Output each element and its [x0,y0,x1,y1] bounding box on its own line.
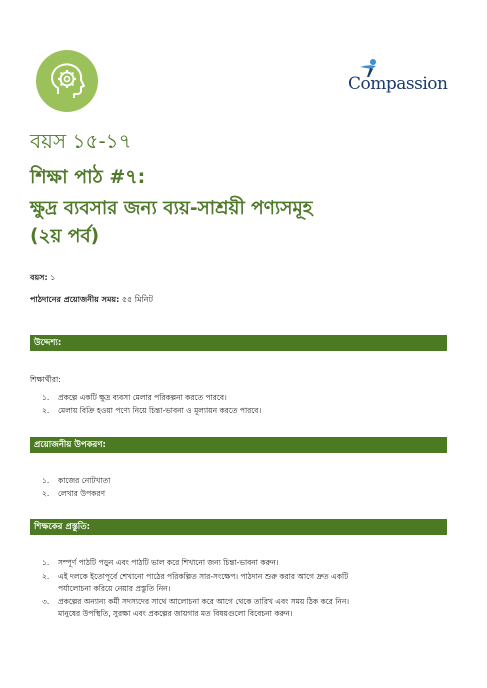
list-number: ২. [42,406,50,415]
lesson-topic-line2: (২য় পর্ব) [30,226,100,247]
preparation-heading: শিক্ষকের প্রস্তুতি: [30,519,447,535]
compassion-logo [346,58,446,98]
age-label: বয়স: [30,273,48,282]
logo-wordmark: Compassion [348,74,448,94]
time-meta [30,294,153,307]
list-item: লেখার উপকরণ [58,489,106,498]
list-number: ১. [42,476,50,485]
list-item: মেলায় বিক্রি হওয়া পণ্যে নিয়ে চিন্তা-ভাবনা ও মূল্যায়ন করতে পারবে। [58,406,262,415]
time-label: পাঠদানের প্রয়োজনীয় সময়: [30,295,120,304]
list-item: এই দলকে ইতোপূর্বে শেখানো পাঠের পরিকল্পিত সার-সংক্ষেপ। পাঠদান শুরু করার আগে দ্রুত একটি [58,572,349,581]
list-item: সম্পূর্ণ পাঠটি পড়ুন এবং পাঠটি ভাল করে শিখানো জন্য চিন্তা-ভাবনা করুন। [58,558,279,567]
list-item-continuation: মানুষের উপস্থিতি, সুরক্ষা এবং প্রকল্পের জায়গার মত বিষয়গুলো বিবেচনা করুন। [58,609,293,618]
time-value: ৫৫ মিনিট [119,295,153,304]
list-item: কাজের নোটখাতা [58,476,111,485]
lesson-number-title: শিক্ষা পাঠ #৭: [30,166,146,188]
age-value: ১ [47,273,56,282]
lesson-topic-line1: ক্ষুদ্র ব্যবসার জন্য ব্যয়-সাশ্রয়ী পণ্যসমূহ [30,198,313,219]
list-number: ২. [42,572,50,581]
materials-heading: প্রয়োজনীয় উপকরণ: [30,437,447,453]
list-item-continuation: পর্যালোচনা করিয়ে নেয়ার প্রস্তুতি নিন। [58,584,171,593]
age-range-title: বয়স ১৫-১৭ [30,129,132,153]
list-number: ১. [42,393,50,402]
objectives-heading: উদ্দেশ্য: [30,335,447,351]
list-item: প্রকল্পের অন্যান্য কর্মী সদস্যদের সাথে আলোচনা করে আগে থেকে তারিখ এবং সময় ঠিক করে নিন। [58,597,350,606]
list-number: ২. [42,489,50,498]
age-meta [30,272,55,285]
list-item: প্রকল্পে একটি ক্ষুদ্র ব্যবসা মেলার পরিকল্পনা করতে পারবে। [58,393,227,402]
list-number: ৩. [42,597,50,606]
list-number: ১. [42,558,50,567]
head-gear-icon [36,50,98,112]
objectives-intro: শিক্ষার্থীরা: [30,375,61,384]
